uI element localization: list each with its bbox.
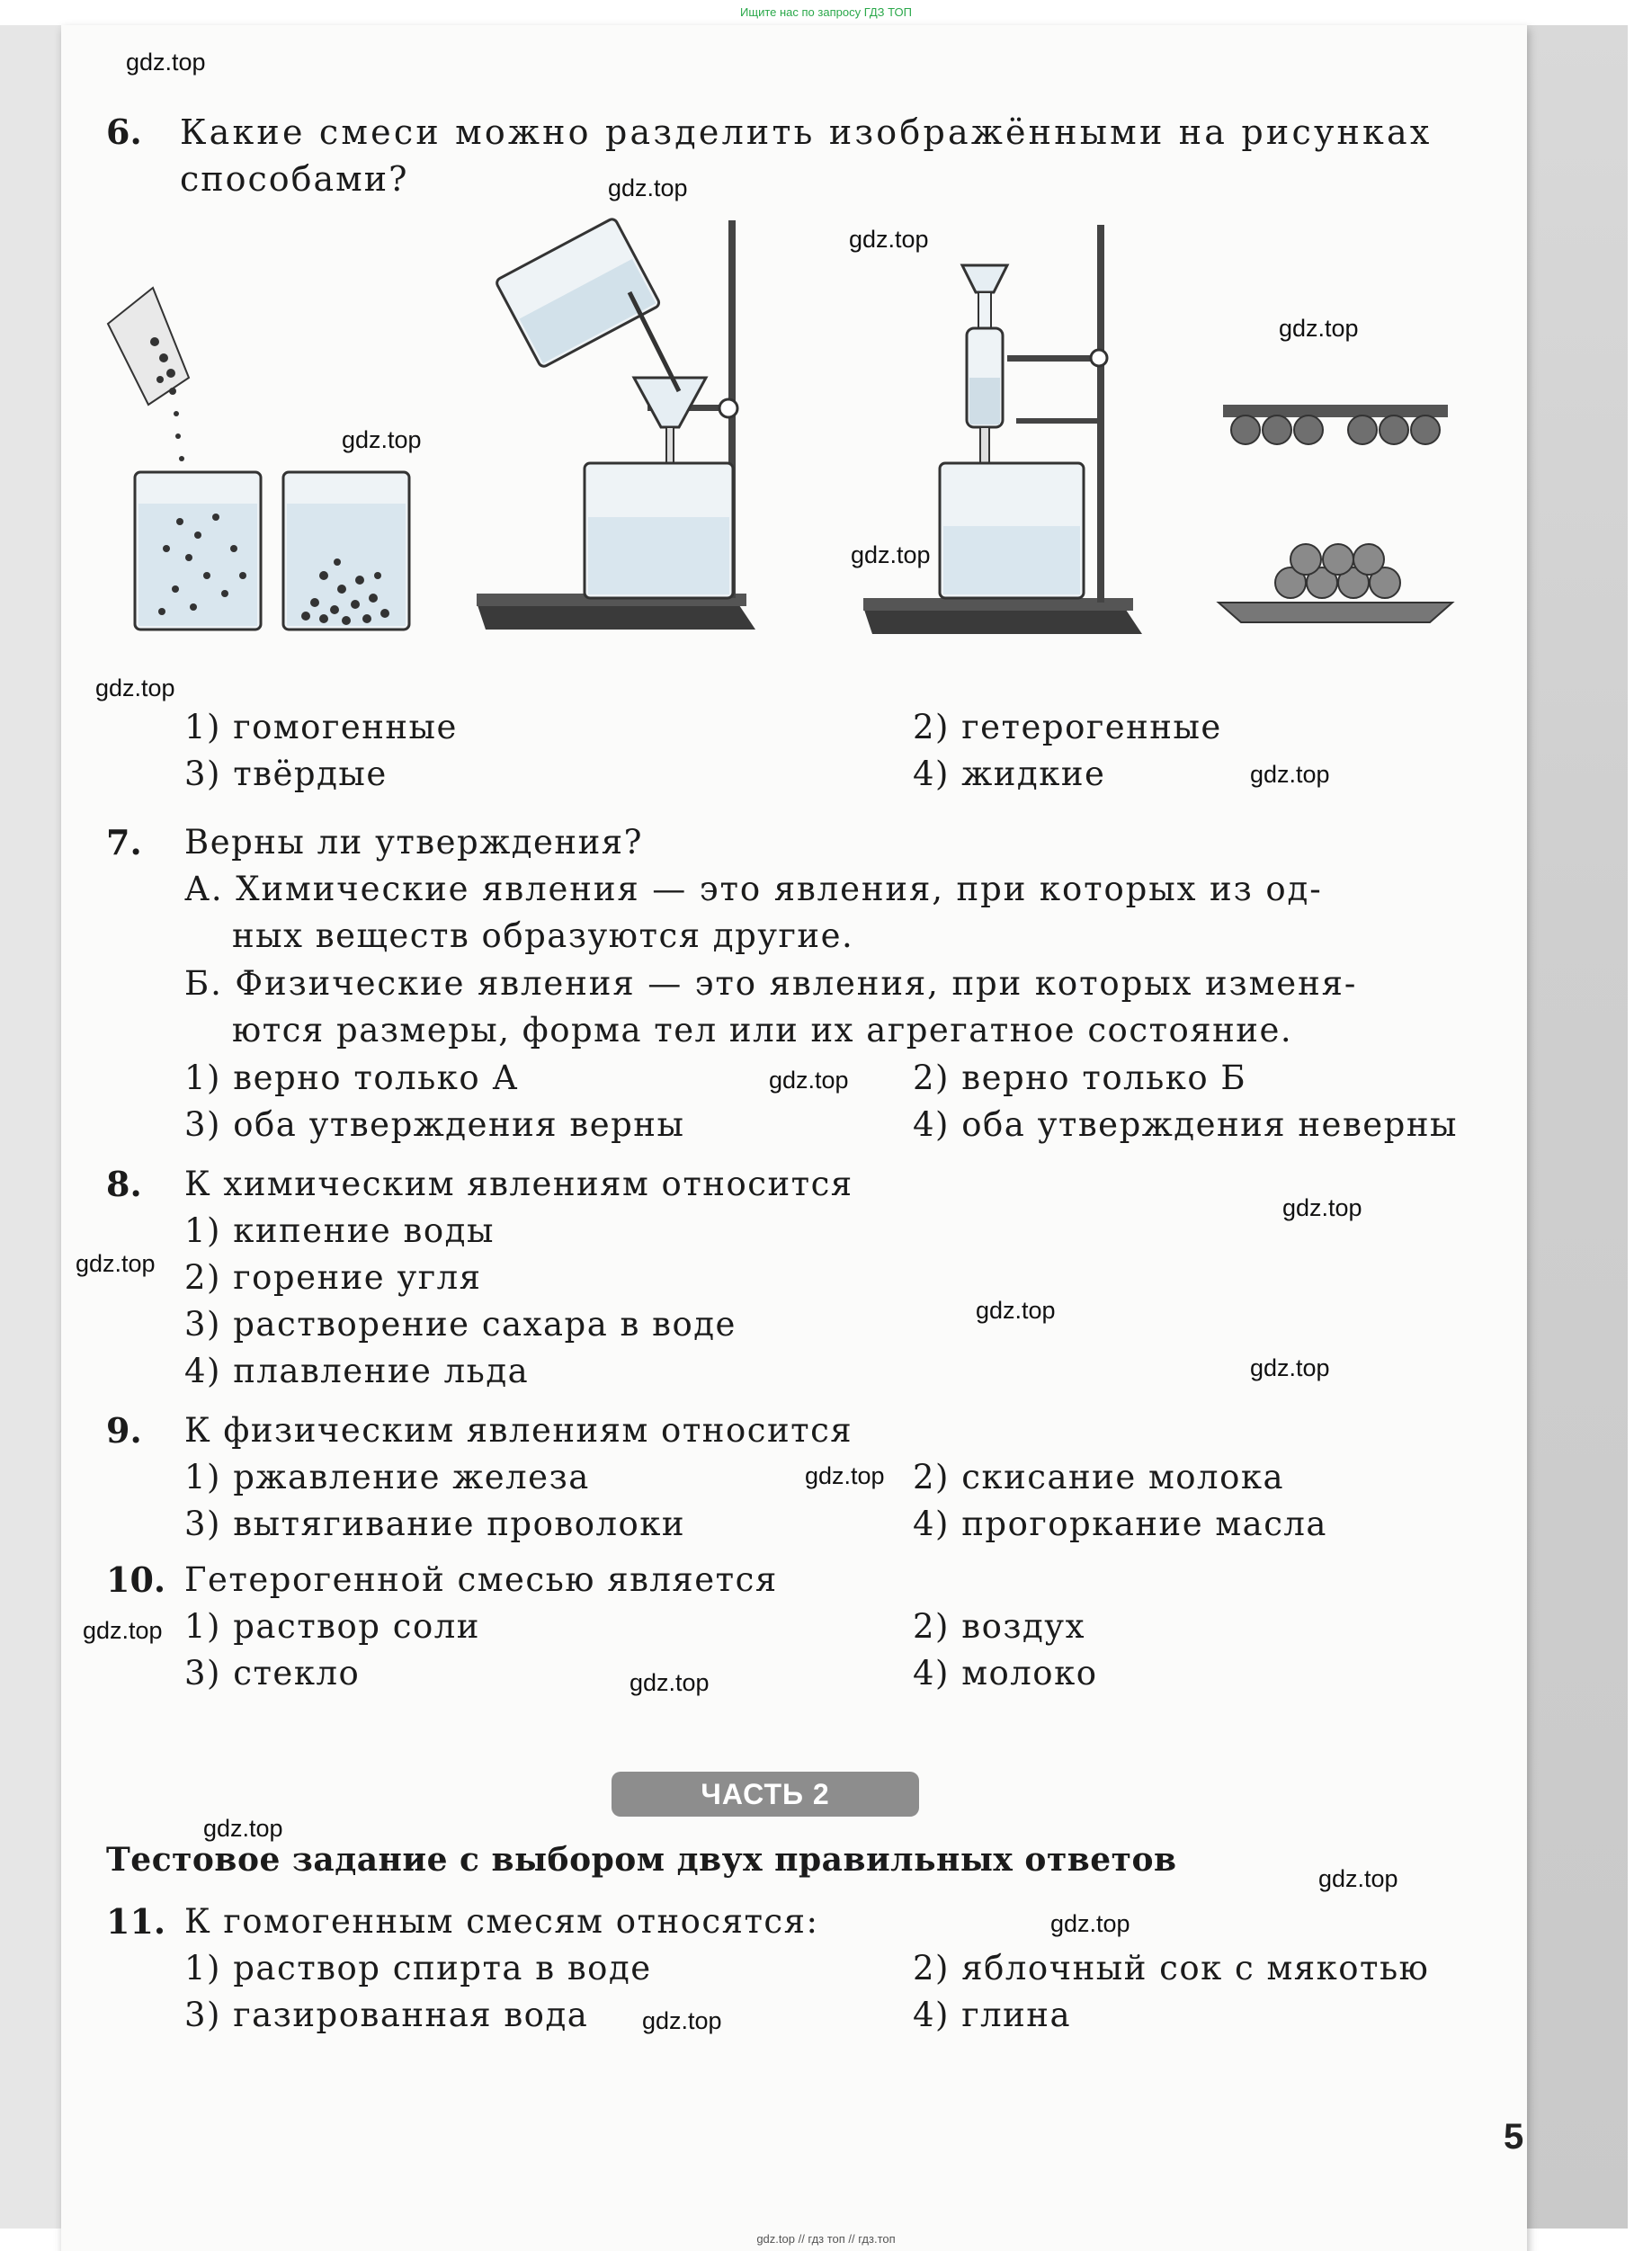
q6-answer-1: 1) гомогенные — [184, 708, 458, 746]
watermark: gdz.top — [630, 1669, 710, 1696]
q8-answer-2: 2) горение угля — [184, 1258, 482, 1297]
watermark: gdz.top — [851, 541, 931, 568]
q10-answer-3: 3) стекло — [184, 1654, 361, 1693]
watermark: gdz.top — [1318, 1865, 1398, 1892]
q11-answer-3: 3) газированная вода — [184, 1996, 589, 2034]
watermark: gdz.top — [126, 49, 206, 76]
q8-answer-4: 4) плавление льда — [184, 1352, 530, 1390]
q7-question: Верны ли утверждения? — [184, 823, 643, 862]
watermark: gdz.top — [1282, 1194, 1362, 1221]
watermark: gdz.top — [805, 1462, 885, 1489]
watermark: gdz.top — [76, 1250, 156, 1277]
illustration-filtration — [468, 207, 764, 639]
watermark: gdz.top — [1250, 1354, 1330, 1381]
q10-answer-1: 1) раствор соли — [184, 1607, 480, 1646]
illustration-magnet — [1205, 387, 1466, 648]
part-2-badge: ЧАСТЬ 2 — [612, 1772, 919, 1817]
q11-answer-4: 4) глина — [913, 1996, 1072, 2034]
q6-answer-2: 2) гетерогенные — [913, 708, 1222, 746]
illustration-separating-funnel — [854, 216, 1151, 639]
q7-answer-1: 1) верно только А — [184, 1059, 519, 1097]
q9-answer-3: 3) вытягивание проволоки — [184, 1505, 686, 1543]
bottom-banner[interactable]: gdz.top // гдз топ // гдз.топ — [756, 2232, 896, 2246]
q11-answer-2: 2) яблочный сок с мякотью — [913, 1949, 1430, 1987]
q6-question-line2: способами? — [180, 159, 409, 199]
q9-number: 9. — [106, 1410, 142, 1451]
q9-answer-2: 2) скисание молока — [913, 1458, 1285, 1496]
q8-question: К химическим явлениям относится — [184, 1165, 853, 1203]
q8-answer-1: 1) кипение воды — [184, 1211, 495, 1250]
q9-question: К физическим явлениям относится — [184, 1411, 853, 1450]
q7-answer-3: 3) оба утверждения верны — [184, 1105, 685, 1144]
q9-answer-4: 4) прогоркание масла — [913, 1505, 1327, 1543]
watermark: gdz.top — [1050, 1910, 1130, 1937]
q10-question: Гетерогенной смесью является — [184, 1560, 778, 1599]
q6-question-line1: Какие смеси можно разделить изображёнными на рисунках — [180, 112, 1433, 152]
q7-answer-2: 2) верно только Б — [913, 1059, 1247, 1097]
part-2-heading: Тестовое задание с выбором двух правильных ответов — [106, 1841, 1177, 1879]
watermark: gdz.top — [849, 226, 929, 253]
q8-answer-3: 3) растворение сахара в воде — [184, 1305, 737, 1344]
q11-number: 11. — [106, 1901, 166, 1942]
q6-answer-3: 3) твёрдые — [184, 755, 388, 793]
top-banner[interactable]: Ищите нас по запросу ГДЗ ТОП — [740, 5, 912, 19]
q7-statement-b-line2: ются размеры, форма тел или их агрегатное состояние. — [232, 1011, 1293, 1050]
q10-answer-2: 2) воздух — [913, 1607, 1085, 1646]
watermark: gdz.top — [342, 426, 422, 453]
illustration-settling — [99, 279, 432, 639]
watermark: gdz.top — [1250, 761, 1330, 788]
watermark: gdz.top — [976, 1297, 1056, 1324]
page-number: 5 — [1504, 2117, 1524, 2157]
q7-answer-4: 4) оба утверждения неверны — [913, 1105, 1458, 1144]
watermark: gdz.top — [203, 1815, 283, 1842]
watermark: gdz.top — [608, 174, 688, 201]
q10-number: 10. — [106, 1559, 166, 1600]
watermark: gdz.top — [83, 1617, 163, 1644]
watermark: gdz.top — [642, 2007, 722, 2034]
q6-answer-4: 4) жидкие — [913, 755, 1106, 793]
q6-number: 6. — [106, 112, 142, 152]
q10-answer-4: 4) молоко — [913, 1654, 1098, 1693]
watermark: gdz.top — [95, 674, 175, 701]
q11-question: К гомогенным смесям относятся: — [184, 1902, 819, 1941]
watermark: gdz.top — [769, 1067, 849, 1094]
q7-number: 7. — [106, 822, 142, 862]
q8-number: 8. — [106, 1164, 142, 1204]
q7-statement-b-line1: Б. Физические явления — это явления, при которых изменя- — [184, 964, 1358, 1003]
q9-answer-1: 1) ржавление железа — [184, 1458, 590, 1496]
q11-answer-1: 1) раствор спирта в воде — [184, 1949, 652, 1987]
watermark: gdz.top — [1279, 315, 1359, 342]
q7-statement-a-line1: А. Химические явления — это явления, при которых из од- — [184, 870, 1323, 908]
q7-statement-a-line2: ных веществ образуются другие. — [232, 916, 854, 955]
